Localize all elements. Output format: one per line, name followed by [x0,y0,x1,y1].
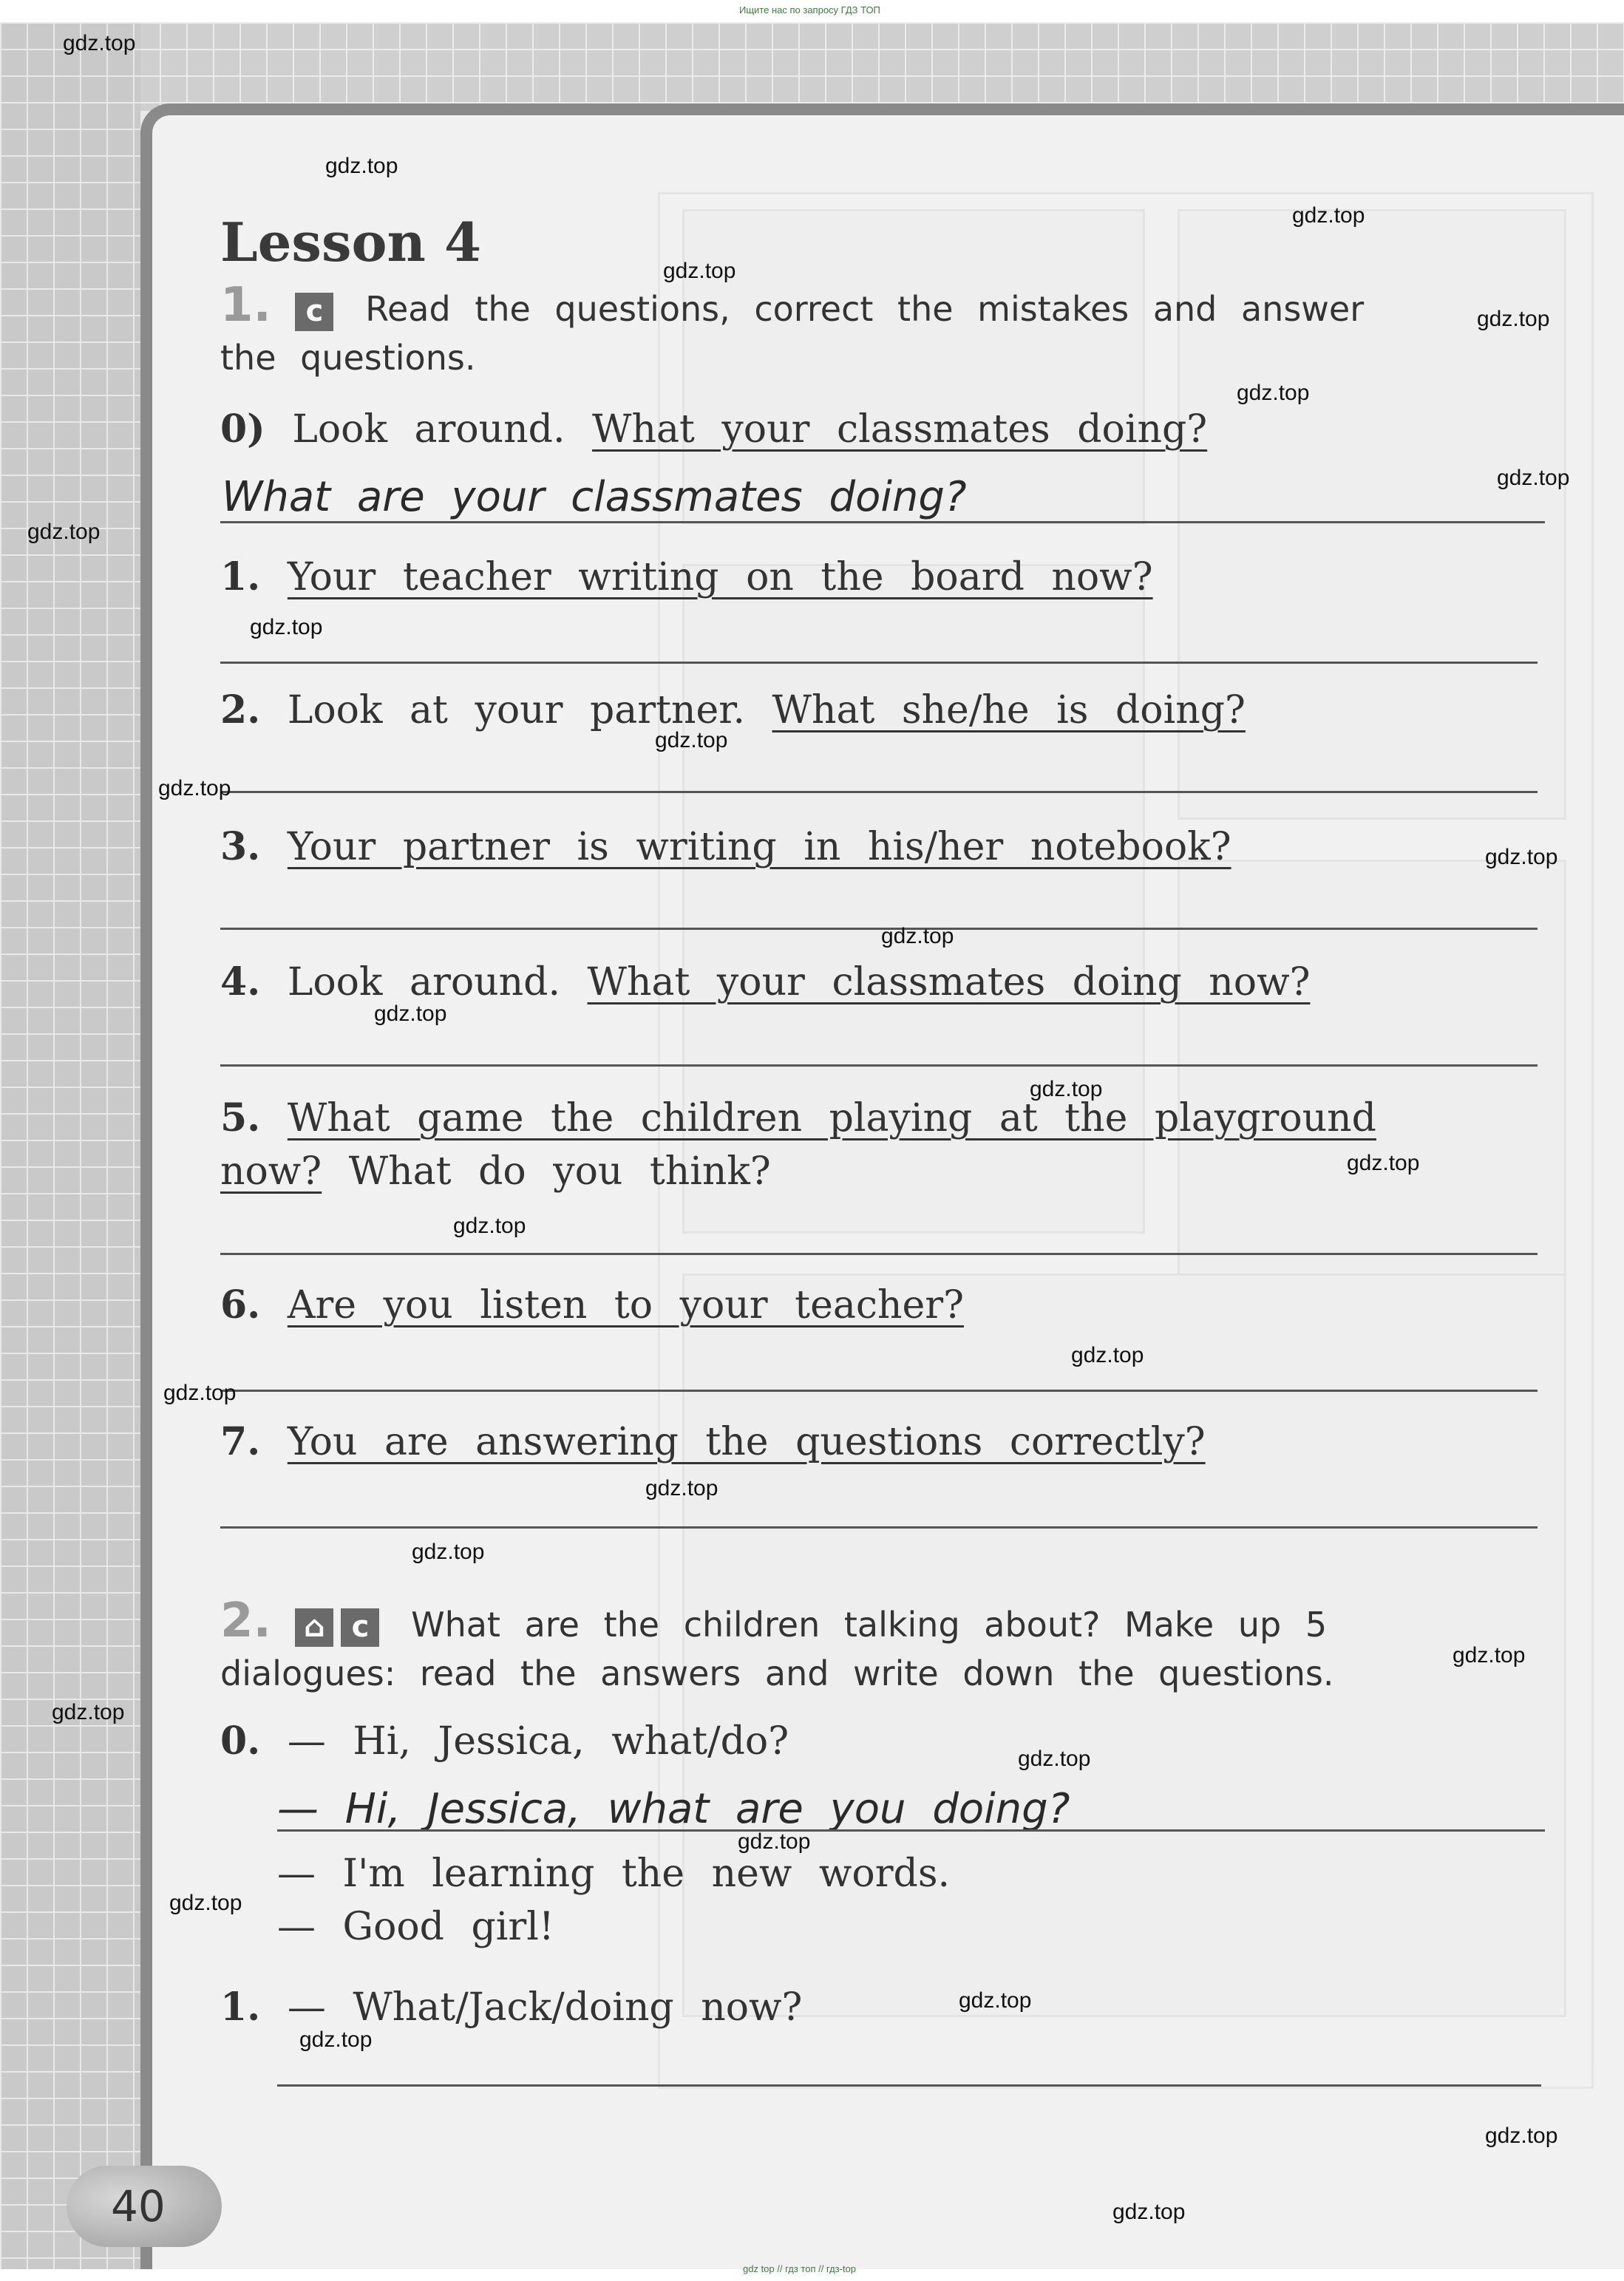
watermark: gdz.top [163,1381,237,1405]
ex2-example-prompt [220,1719,789,1764]
watermark: gdz.top [250,615,323,639]
item-plain-text: Look around. [287,960,560,1004]
ex1-item-1 [220,554,1153,599]
ex1-item-5-cont [220,1149,771,1194]
watermark: gdz.top [52,1700,125,1724]
home-icon: ⌂ [295,1608,333,1647]
watermark: gdz.top [63,31,136,55]
write-icon: с [341,1608,379,1647]
ex1-item-4 [220,959,1310,1004]
watermark: gdz.top [881,924,954,948]
watermark: gdz.top [1485,2124,1558,2148]
watermark: gdz.top [1018,1747,1091,1771]
item-mistake-text: now? [220,1149,322,1194]
item-number: 0. [220,1719,261,1764]
item-plain-text: Look at your partner. [287,688,745,732]
item-mistake-text: You are answering the questions correctly? [287,1420,1206,1464]
dialogue-prompt: — Hi, Jessica, what/do? [287,1719,789,1764]
watermark: gdz.top [1453,1643,1526,1668]
watermark: gdz.top [655,728,728,752]
watermark: gdz.top [663,259,736,283]
lesson-title: Lesson 4 [220,211,482,273]
item-number: 1. [220,554,261,599]
item-mistake-text: What she/he is doing? [772,688,1246,732]
watermark: gdz.top [374,1002,447,1026]
item-number: 1. [220,1985,261,2030]
watermark: gdz.top [1497,466,1570,490]
answer-line[interactable] [220,1064,1538,1067]
ex1-number: 1. [220,278,271,333]
watermark: gdz.top [959,1988,1032,2013]
textbook-page [0,22,1624,2269]
watermark: gdz.top [1485,845,1558,869]
item-mistake-text: Your teacher writing on the board now? [287,555,1153,599]
ex1-item-0 [220,407,1207,452]
watermark: gdz.top [453,1214,526,1238]
grid-background-left [0,22,140,2269]
answer-line[interactable] [220,1253,1538,1255]
ex1-item-7 [220,1419,1206,1464]
watermark: gdz.top [158,776,231,800]
top-note: Ищите нас по запросу ГДЗ ТОП [739,4,880,16]
answer-line [220,521,1545,523]
dialogue-prompt: — What/Jack/doing now? [287,1985,803,2030]
watermark: gdz.top [1292,203,1365,228]
ex2-item-1 [220,1985,802,2030]
write-icon: с [295,293,333,331]
answer-line[interactable] [220,791,1538,793]
watermark: gdz.top [1071,1343,1144,1367]
ex1-item-6 [220,1282,964,1328]
ex1-item-2 [220,687,1246,732]
item-mistake-text: What game the children playing at the playground [287,1096,1376,1140]
item-mistake-text: Are you listen to your teacher? [287,1283,964,1328]
ex1-item-0-answer: What are your classmates doing? [222,473,967,521]
watermark: gdz.top [169,1891,242,1915]
watermark: gdz.top [738,1829,811,1854]
ex2-instruction-line2: dialogues: read the answers and write down the questions. [220,1653,1334,1693]
item-plain-text: Look around. [292,407,565,452]
watermark: gdz.top [1347,1151,1420,1175]
watermark: gdz.top [1477,307,1550,331]
item-number: 2. [220,687,261,732]
ex2-example-reply1: — I'm learning the new words. [277,1852,951,1896]
watermark: gdz.top [27,520,101,544]
answer-line[interactable] [220,1390,1538,1392]
item-number: 6. [220,1282,261,1328]
item-plain-text: What do you think? [348,1149,771,1194]
item-mistake-text: What your classmates doing now? [587,960,1311,1004]
ex1-instruction-line2: the questions. [220,338,476,378]
page-number: 40 [67,2166,222,2247]
item-mistake-text: Your partner is writing in his/her notebook? [287,825,1231,869]
grid-background-top [0,22,1624,111]
item-mistake-text: What your classmates doing? [592,407,1208,452]
answer-line[interactable] [277,2084,1541,2087]
watermark: gdz.top [325,154,398,178]
ex1-item-5 [220,1095,1376,1140]
watermark: gdz.top [1030,1077,1103,1101]
ex2-example-reply2: — Good girl! [277,1905,554,1949]
answer-line[interactable] [220,662,1538,664]
answer-line [277,1829,1545,1832]
watermark: gdz.top [412,1540,485,1564]
watermark: gdz.top [1237,381,1310,405]
item-number: 7. [220,1419,261,1464]
answer-line[interactable] [220,1526,1538,1529]
faded-panel [1178,860,1566,1308]
ex2-number: 2. [220,1594,271,1648]
watermark: gdz.top [645,1476,718,1500]
ex1-instruction [220,278,1440,382]
ex1-instruction-line1: Read the questions, correct the mistakes and answer [365,289,1365,329]
answer-line[interactable] [220,928,1538,930]
ex2-instruction [220,1594,1477,1698]
item-number: 5. [220,1095,261,1140]
item-number: 3. [220,824,261,869]
item-number: 0) [220,407,265,452]
ex2-instruction-line1: What are the children talking about? Make up 5 [411,1605,1328,1645]
item-number: 4. [220,959,261,1004]
watermark: gdz.top [299,2027,373,2052]
watermark: gdz.top [1112,2200,1186,2224]
ex2-example-answer: — Hi, Jessica, what are you doing? [277,1785,1070,1833]
bottom-note: gdz top // гдз топ // гдз-top [743,2263,857,2274]
ex1-item-3 [220,824,1231,869]
